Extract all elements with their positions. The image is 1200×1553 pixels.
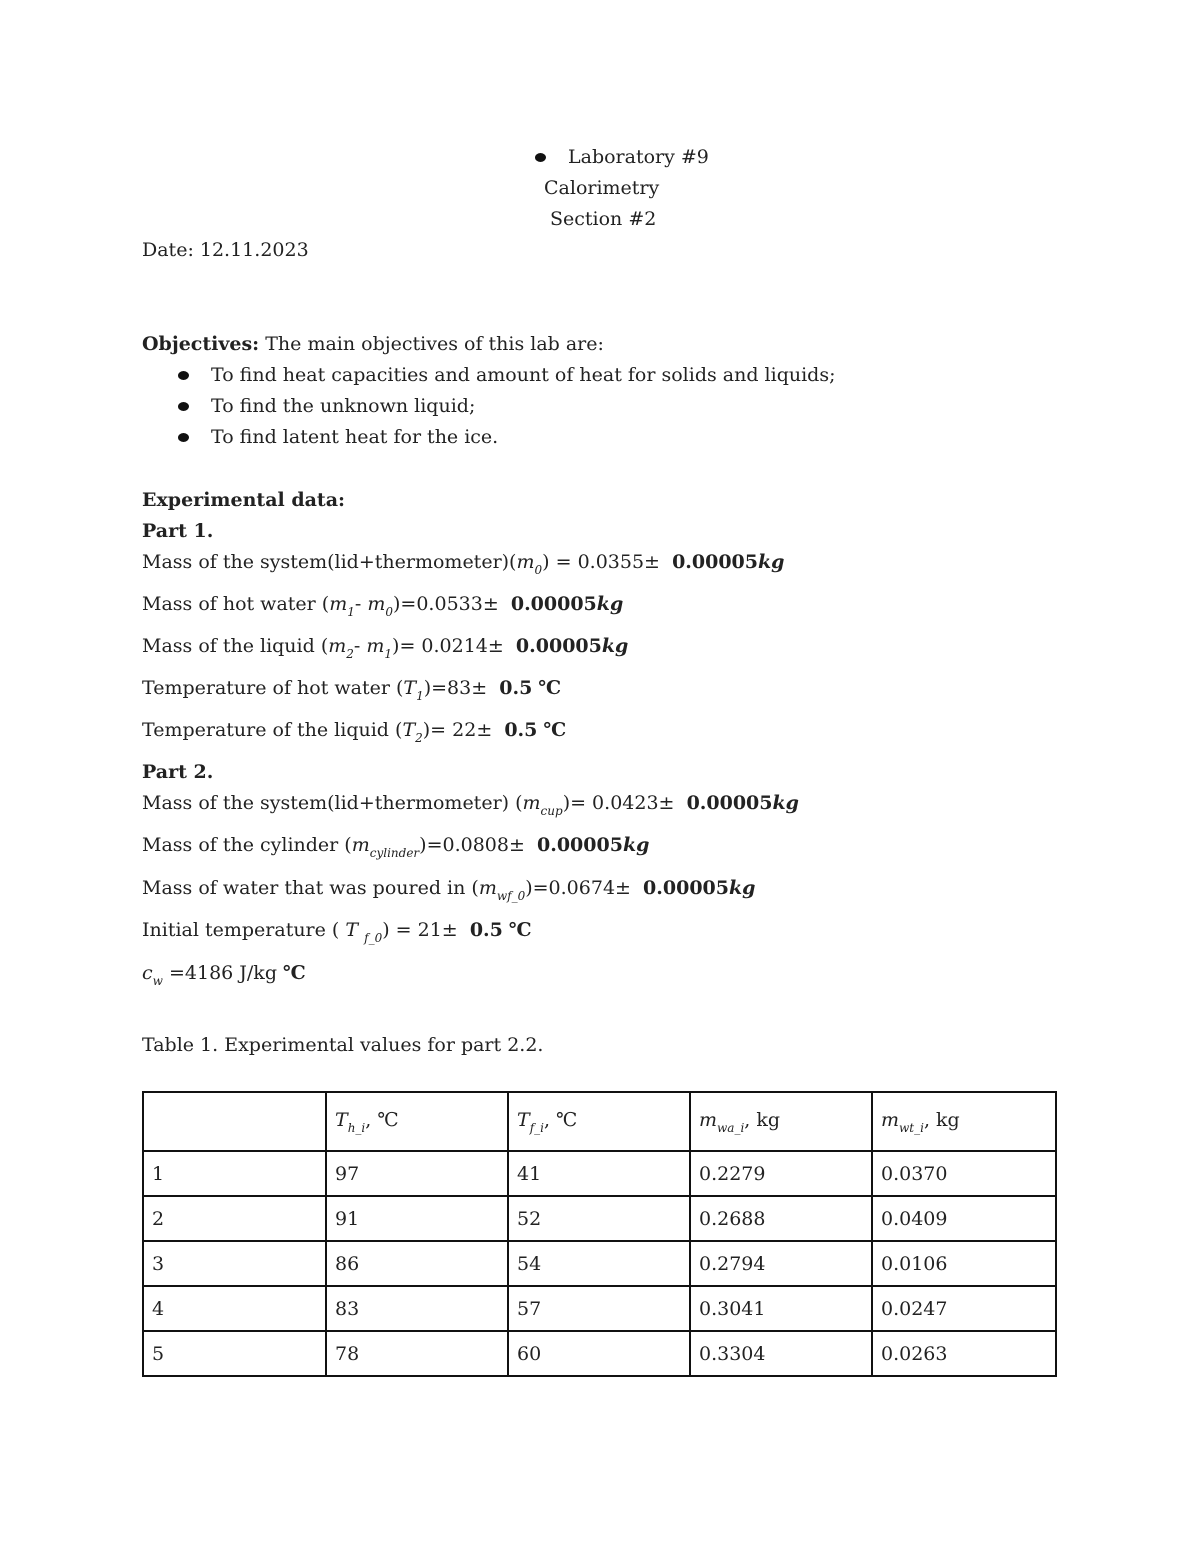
header-cell [143,1092,326,1151]
math-var: m [699,1108,718,1131]
value-text: )=83± [423,677,494,699]
header-cell [690,1092,872,1151]
unit: ℃ [283,962,306,984]
math-sub: f_i [529,1120,544,1135]
unit: kg [728,877,756,899]
unit: ℃ [543,719,567,741]
math-var: m [351,834,370,856]
objective-item: To find the unknown liquid; [211,395,476,417]
table-row [143,1286,1056,1331]
unit: ℃ [538,677,562,699]
unit: kg [772,792,799,814]
objectives-line [142,332,604,356]
math-sub: w [152,974,163,988]
value-text: )=0.0808± [419,834,531,856]
objectives-label: Objectives: [142,333,260,355]
label-text: Mass of the cylinder ( [142,834,352,856]
unit: , kg [923,1108,960,1131]
table-cell: 0.0263 [872,1331,1056,1376]
table-cell: 0.0370 [872,1151,1056,1196]
math-sub: f_0 [364,931,383,945]
experimental-heading: Experimental data: [142,489,346,511]
unit: , ℃ [543,1108,578,1131]
objective-item: To find latent heat for the ice. [211,426,499,448]
operator: - [353,635,367,657]
unit: , ℃ [365,1108,399,1131]
table-row [143,1196,1056,1241]
math-sub: 0 [385,605,394,619]
operator: - [354,593,368,615]
part2-specific-heat [142,961,306,993]
objectives-intro: The main objectives of this lab are: [265,333,604,355]
objective-item: To find heat capacities and amount of heat for solids and liquids; [211,364,836,386]
math-sub: h_i [347,1120,366,1135]
unit: kg [601,635,629,657]
table-cell: 0.2794 [690,1241,872,1286]
unit: kg [622,834,650,856]
table-cell: 86 [326,1241,508,1286]
math-var: m [367,593,386,615]
math-sub: wa_i [717,1120,745,1135]
part2-system-mass [142,791,799,823]
math-sub: 2 [415,731,423,745]
math-sub: 0 [534,563,543,577]
math-var: m [881,1108,900,1131]
table-cell: 41 [508,1151,690,1196]
date-line: Date: 12.11.2023 [142,239,309,261]
unit: kg [758,551,785,573]
label-text: Mass of hot water ( [142,593,330,615]
table-cell: 91 [326,1196,508,1241]
uncertainty: 0.00005 [537,834,623,856]
math-var: m [522,792,541,814]
experimental-table [142,1091,1057,1377]
table-cell: 60 [508,1331,690,1376]
unit: , kg [744,1108,781,1131]
math-sub: cup [540,804,563,818]
table-cell: 54 [508,1241,690,1286]
label-text: Mass of the liquid ( [142,635,329,657]
table-cell: 0.2279 [690,1151,872,1196]
table-row [143,1151,1056,1196]
table-cell: 0.3304 [690,1331,872,1376]
uncertainty: 0.00005 [672,551,758,573]
math-sub: 2 [346,647,354,661]
math-var: m [516,551,535,573]
value-text: )=0.0674± [525,877,637,899]
table-cell: 0.2688 [690,1196,872,1241]
value-text: )=0.0533± [393,593,505,615]
table-cell: 1 [143,1151,326,1196]
uncertainty: 0.00005 [515,635,602,657]
math-var: m [366,635,385,657]
part1-hot-water-mass [142,592,623,624]
table-caption: Table 1. Experimental values for part 2.2. [142,1034,544,1056]
table-cell: 2 [143,1196,326,1241]
part2-heading: Part 2. [142,761,214,783]
value-text: )= 22± [422,719,499,741]
lab-topic: Calorimetry [544,177,660,199]
objective-bullet [178,433,189,442]
math-sub: 1 [384,647,393,661]
math-var: T [403,677,417,699]
table-cell: 78 [326,1331,508,1376]
table-cell: 83 [326,1286,508,1331]
uncertainty: 0.00005 [686,792,773,814]
part2-cylinder-mass [142,833,649,865]
table-cell: 0.0106 [872,1241,1056,1286]
math-var: T [345,919,359,941]
part1-hot-water-temp [142,676,561,708]
unit: ℃ [508,919,532,941]
table-row [143,1241,1056,1286]
header-cell [872,1092,1056,1151]
lab-title: Laboratory #9 [568,146,709,168]
part2-poured-water-mass [142,876,755,908]
table-cell: 5 [143,1331,326,1376]
uncertainty: 0.5 [504,719,538,741]
part1-system-mass [142,550,784,582]
label-text: Mass of the system(lid+thermometer) ( [142,792,523,814]
table-header-row [143,1092,1056,1151]
part1-liquid-mass [142,634,628,666]
value-text: )= 0.0423± [562,792,681,814]
math-var: m [478,877,497,899]
table-row [143,1331,1056,1376]
uncertainty: 0.5 [469,919,503,941]
math-var: m [329,593,348,615]
objective-bullet [178,402,189,411]
uncertainty: 0.00005 [510,593,597,615]
label-text: Mass of the system(lid+thermometer)( [142,551,517,573]
label-text: Temperature of hot water ( [142,677,404,699]
math-var: m [328,635,347,657]
table-cell: 97 [326,1151,508,1196]
math-var: T [517,1108,530,1131]
math-var: T [335,1108,348,1131]
math-var: T [402,719,416,741]
table-cell: 3 [143,1241,326,1286]
label-text: Temperature of the liquid ( [142,719,403,741]
math-sub: 1 [416,689,424,703]
uncertainty: 0.00005 [643,877,729,899]
table-cell: 4 [143,1286,326,1331]
part2-initial-temp [142,918,532,950]
math-sub: 1 [347,605,355,619]
value-text: ) = 21± [382,919,464,941]
value-text: =4186 J/kg [162,962,284,984]
lab-section: Section #2 [550,208,657,230]
table-cell: 0.3041 [690,1286,872,1331]
header-cell [326,1092,508,1151]
part1-heading: Part 1. [142,520,214,542]
table-cell: 52 [508,1196,690,1241]
uncertainty: 0.5 [499,677,533,699]
label-text: Initial temperature ( [142,919,340,941]
part1-liquid-temp [142,718,566,750]
unit: kg [596,593,624,615]
table-cell: 0.0409 [872,1196,1056,1241]
title-bullet [535,153,546,162]
value-text: ) = 0.0355± [542,551,667,573]
math-var: c [142,962,153,984]
table-cell: 57 [508,1286,690,1331]
math-sub: cylinder [369,846,420,860]
math-sub: wf_0 [496,889,526,903]
value-text: )= 0.0214± [392,635,510,657]
table-cell: 0.0247 [872,1286,1056,1331]
math-sub: wt_i [899,1120,924,1135]
objective-bullet [178,371,189,380]
label-text: Mass of water that was poured in ( [142,877,479,899]
header-cell [508,1092,690,1151]
